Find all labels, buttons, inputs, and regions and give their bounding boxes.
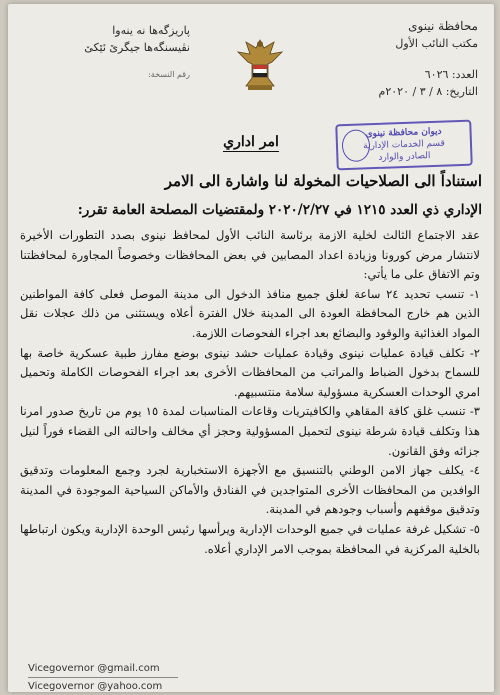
document-page [8,4,494,692]
governorate-name: محافظة نينوى [408,19,478,33]
document-title [8,134,494,150]
email-gmail: Vicegovernor @gmail.com [28,660,178,678]
paragraph-item-1: ١- تنسب تحديد ٢٤ ساعة لغلق جميع منافذ الدخول الى مدينة الموصل فعلى كافة المواطنين الذين هم خارج المحافظة العودة الى المدينة خلال الفترة أعلاه ويستثنى من ذلك عجلات نقل المواد الغذائية والوقود والبضائع بعد اجراء الفحوصات اللازمة. [20,286,480,340]
stamp-line-3: الصادر والوارد [378,151,431,163]
document-title-text: امر اداري [223,134,279,150]
paragraph-intro: عقد الاجتماع الثالث لخلية الازمة برئاسة النائب الأول لمحافظ نينوى بصدد التطورات الأخيرة لانتشار مرض كورونا وزيادة اعداد المصابين في بعض المحافظات وخصوصاً المجاورة لمحافظتنا وتم الاتفاق على ما يأتي: [20,228,480,282]
heading-line-2: الإداري ذي العدد ١٢١٥ في ٢٠٢٠/٢/٢٧ ولمقتضيات المصلحة العامة تقرر: [77,202,482,218]
header-left [60,22,190,83]
paragraph-item-3: ٣- تنسب غلق كافة المقاهي والكافيتريات وقاعات المناسبات لمدة ١٥ يوم من تاريخ صدور امرنا هذا وتكلف قيادة شرطة نينوى لتحميل المسؤولية وحجز أي مخالف واحالته الى القضاء فوراً لنيل جزائه وفق القانون. [20,404,481,458]
copy-number-label: رقم النسخة: [148,70,190,79]
heading-line-1: استناداً الى الصلاحيات المخولة لنا واشارة الى الامر [164,172,482,190]
stamp-line-2: قسم الخدمات الإدارية [363,138,445,152]
document-date: التاريخ: ٨ / ٣ / ٢٠٢٠م [378,85,478,98]
governorate-name-kurdish: پاريزگەها نە ينەوا [112,24,190,37]
header-right [328,18,478,100]
document-body [20,226,480,559]
paragraph-item-2: ٢- تكلف قيادة عمليات نينوى وقيادة عمليات حشد نينوى بوضع مفارز طبية عسكرية خاصة بها للسماح بدخول الضباط والمراتب من المحافظات الأخرى بعد اجراء الفحوصات الكاملة وتحميل امري الوحدات العسكرية مسؤولية سلامة منتسبيهم. [20,345,480,399]
email-yahoo: Vicegovernor @yahoo.com [28,678,178,692]
paragraph-item-4: ٤- يكلف جهاز الامن الوطني بالتنسيق مع الأجهزة الاستخبارية لجرد وجمع المعلومات وتدقيق الوافدين من المحافظات الأخرى المتواجدين في الفنادق والأماكن السياحية الموجودة في المدينة وتدقيق موقفهم وأسباب وجودهم في المدينة. [20,463,480,517]
eagle-emblem-icon [234,34,286,94]
stamp-line-1: ديوان محافظة نينوى [365,126,442,140]
office-name: مكتب النائب الأول [395,37,478,50]
document-number: العدد: ٦٠٢٦ [424,68,478,81]
footer-contacts [28,660,178,692]
office-name-kurdish: نڤيسنگەها جيگرێ ئێكێ [84,41,190,54]
paragraph-item-5: ٥- تشكيل غرفة عمليات في جميع الوحدات الإدارية ويرأسها رئيس الوحدة الإدارية ويكون ارتباطها بالخلية المركزية في المحافظة بموجب الامر الإداري أعلاه. [20,521,480,556]
